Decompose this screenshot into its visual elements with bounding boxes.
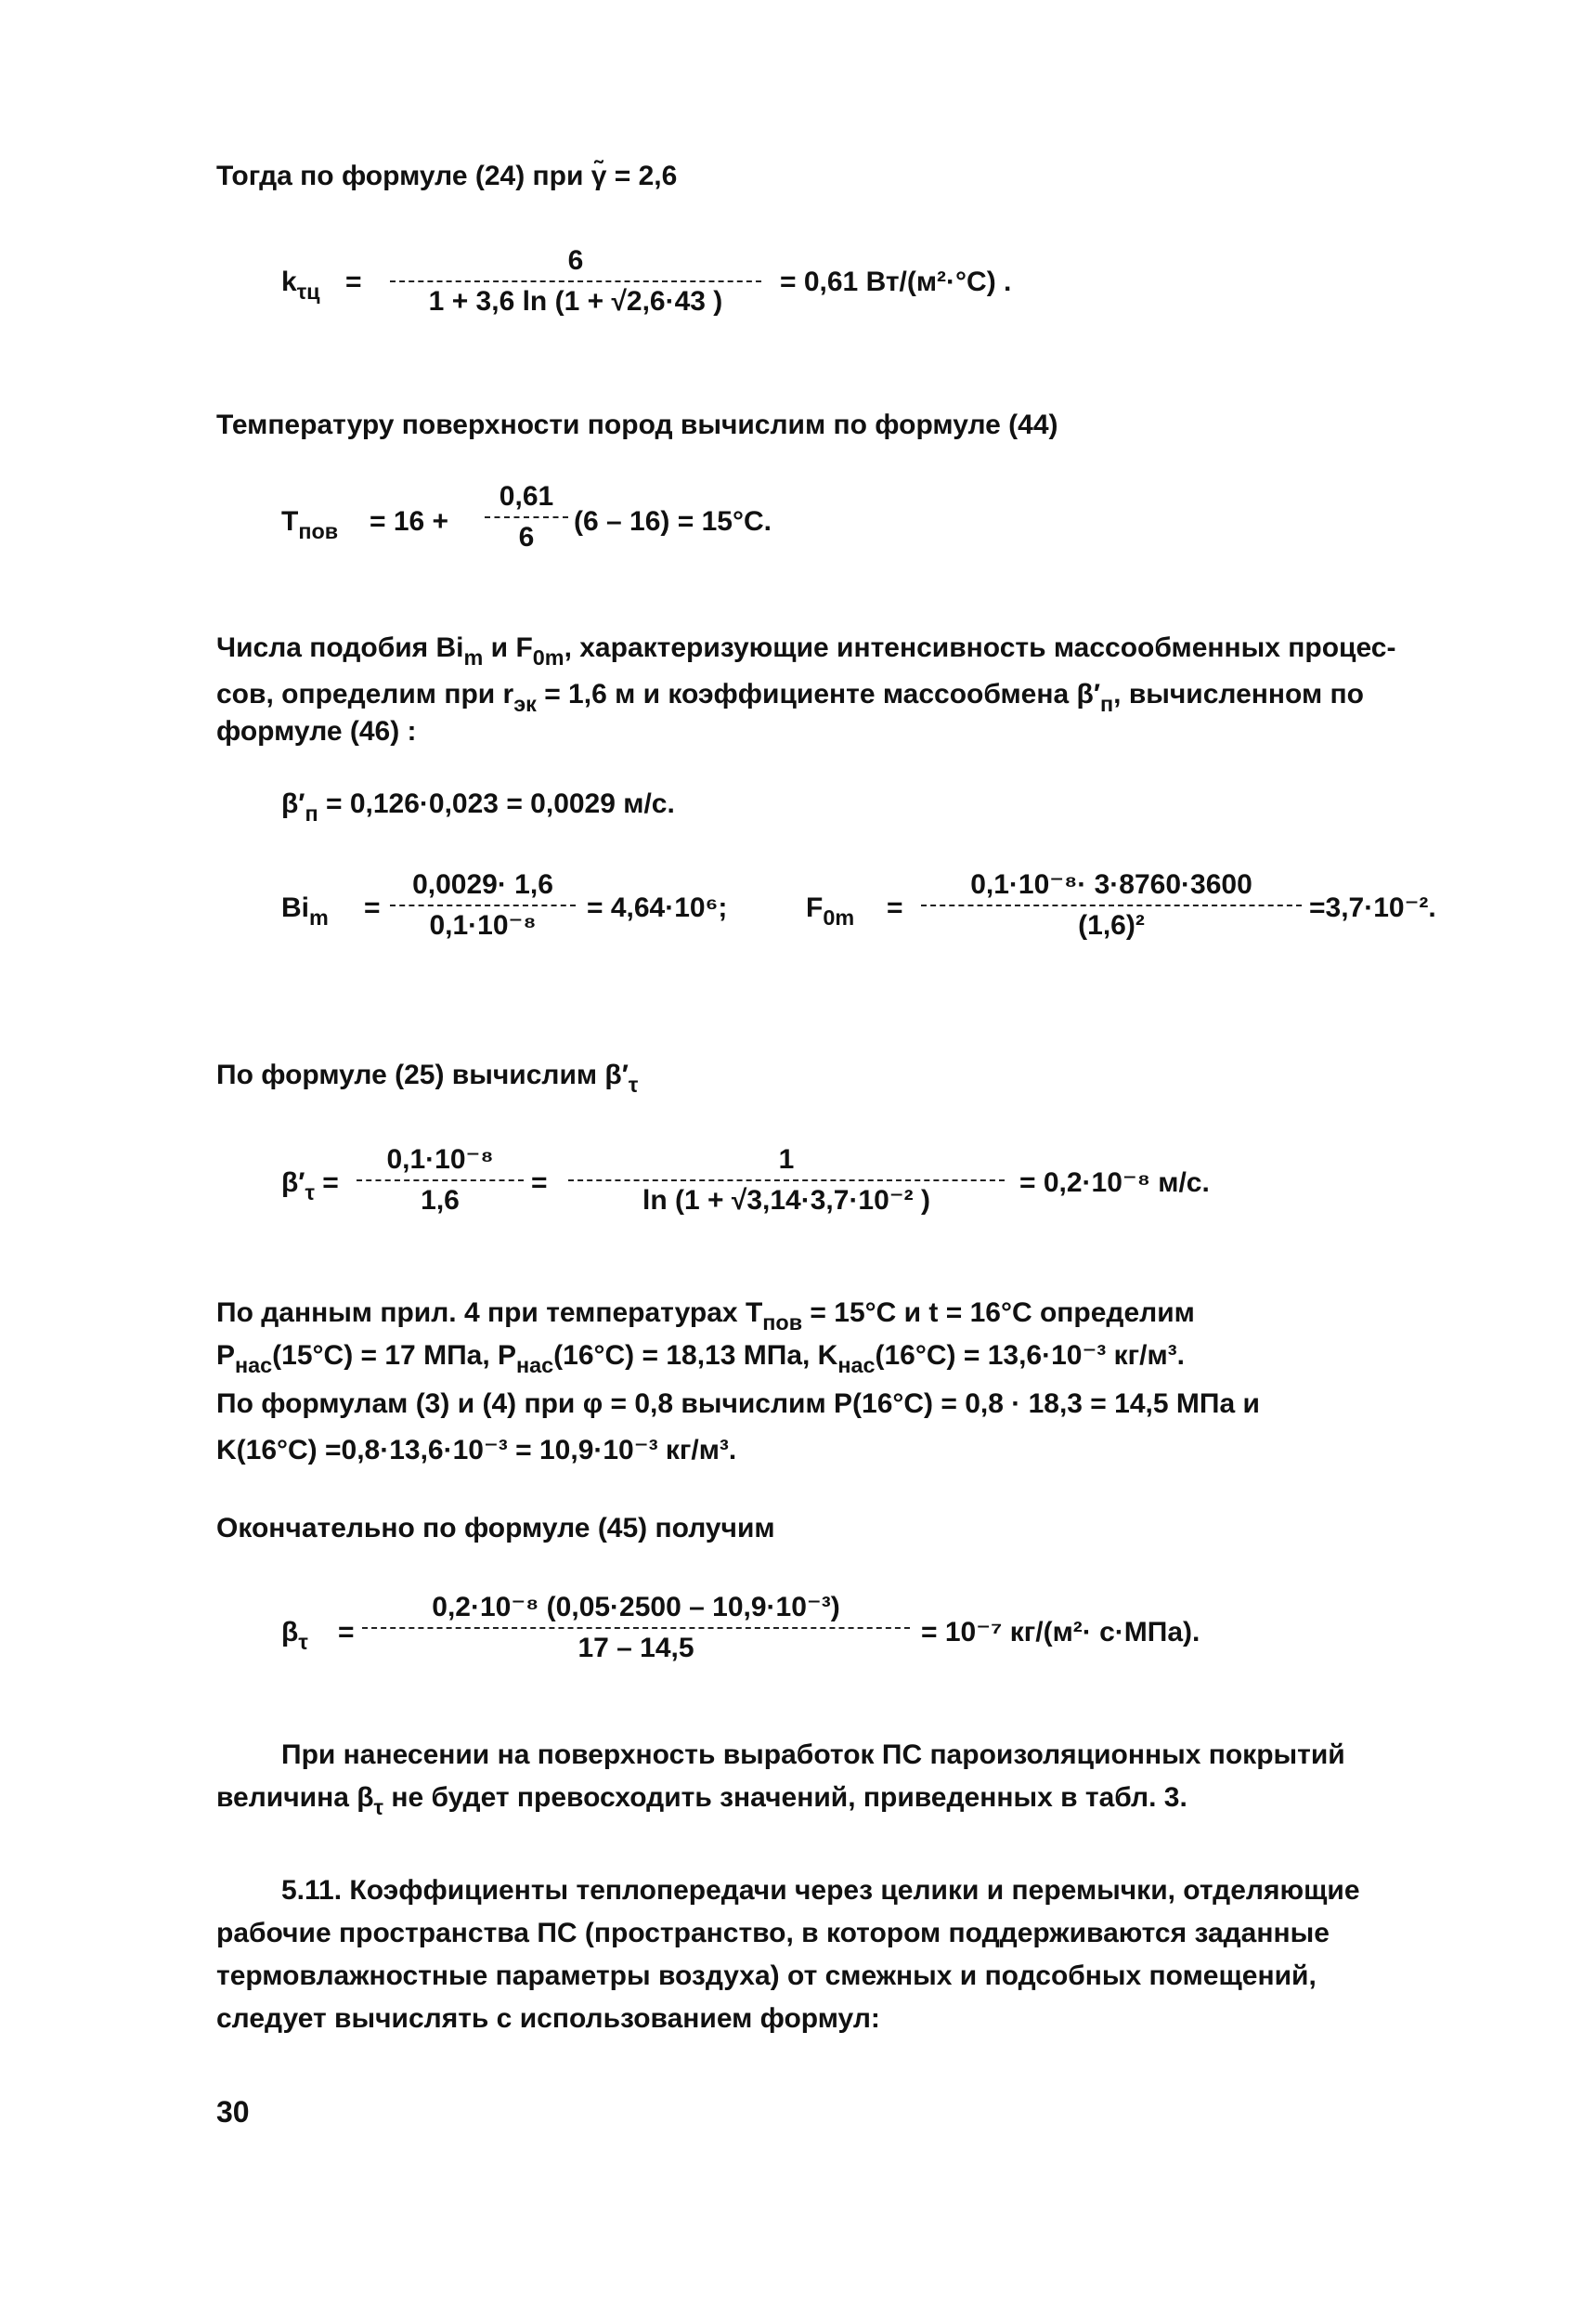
formula-7-fraction	[362, 1590, 910, 1666]
fraction-bar	[390, 280, 761, 282]
formula-6-eq: =	[531, 1167, 548, 1198]
formula-1-lhs: $k_{\tau ц}$	[281, 267, 320, 305]
fraction-bar	[485, 516, 568, 518]
formula-5-eq: =	[887, 892, 903, 923]
formula-4-rhs: = 4,64·10⁶;	[587, 892, 728, 923]
formula-7-rhs: = 10⁻⁷ кг/(м²· с·МПа).	[921, 1617, 1200, 1647]
section-number: 5.11.	[281, 1875, 343, 1906]
text-line-3b: сов, определим при $r_{эк} = 1,6$ м и коэффициенте массообмена $\beta'_п$, вычисленном по	[216, 679, 1364, 717]
formula-7-lhs: $\beta_\tau$	[281, 1617, 308, 1655]
section-5-11-line-3: термовлажностные параметры воздуха) от смежных и подсобных помещений,	[216, 1960, 1317, 1991]
text-line-p4: K(16°С) =0,8·13,6·10⁻³ = 10,9·10⁻³ кг/м³.	[216, 1435, 737, 1465]
text-line-p3: По формулам (3) и (4) при φ = 0,8 вычислим P(16°С) = 0,8 · 18,3 = 14,5 МПа и	[216, 1388, 1260, 1419]
text-line-p2: $P_{нас}(15^\circ С) = 17$ МПа, $P_{нас}(16^\circ С) = 18,13$ МПа, $K_{нас}(16^\circ С) = 13,6\cdot 10^{-3}$ кг/м³.	[216, 1340, 1185, 1378]
formula-2-fraction	[485, 479, 568, 555]
text-line-4: По формуле (25) вычислим $\beta'_\tau$	[216, 1060, 639, 1098]
text-line-p5a: При нанесении на поверхность выработок ПС пароизоляционных покрытий	[281, 1739, 1345, 1770]
formula-4-lhs: $Bi_m$	[281, 892, 329, 931]
formula-6-fraction-1	[357, 1142, 524, 1218]
formula-4-eq: =	[364, 892, 381, 923]
fraction-bar	[921, 905, 1302, 906]
text-line-2: Температуру поверхности пород вычислим по формуле (44)	[216, 410, 1058, 440]
text-line-5: Окончательно по формуле (45) получим	[216, 1513, 775, 1543]
formula-1-fraction	[390, 243, 761, 319]
formula-7-numerator: 0,2·10⁻⁸ (0,05·2500 – 10,9·10⁻³)	[432, 1592, 840, 1622]
section-5-11-line-4: следует вычислять с использованием формул:	[216, 2003, 880, 2034]
formula-2-rhs: (6 – 16) = 15°С.	[574, 506, 772, 537]
formula-6-denominator-2: ln (1 + √3,14·3,7·10⁻² )	[642, 1185, 930, 1216]
fraction-bar	[390, 905, 576, 906]
formula-7-denominator: 17 – 14,5	[577, 1633, 694, 1663]
text-line-3c: формуле (46) :	[216, 716, 417, 747]
fraction-bar	[568, 1179, 1005, 1181]
formula-5-denominator: (1,6)²	[1078, 910, 1145, 941]
formula-5-lhs: $F_{0m}$	[806, 892, 855, 931]
text-line-p1: По данным прил. 4 при температурах $T_{пов} = 15^\circ С$ и t = 16°С определим	[216, 1297, 1195, 1335]
formula-6-denominator-1: 1,6	[421, 1185, 460, 1216]
section-5-11-line-2: рабочие пространства ПС (пространство, в котором поддерживаются заданные	[216, 1918, 1330, 1948]
formula-6-rhs: = 0,2·10⁻⁸ м/с.	[1019, 1167, 1210, 1198]
formula-4-numerator: 0,0029· 1,6	[412, 869, 553, 900]
fraction-bar	[362, 1627, 910, 1629]
formula-2-denominator: 6	[518, 522, 535, 553]
formula-6-numerator-2: 1	[778, 1144, 795, 1175]
fraction-bar	[357, 1179, 524, 1181]
formula-1-eq: =	[345, 267, 362, 297]
formula-3: $\beta'_п = 0,126\cdot 0,023 = 0,0029$ м/с.	[281, 788, 675, 827]
formula-6-lhs: $\beta'_\tau$ =	[281, 1167, 339, 1205]
text-line-p5b: величина $\beta_\tau$ не будет превосходить значений, приведенных в табл. 3.	[216, 1782, 1187, 1820]
formula-6-numerator-1: 0,1·10⁻⁸	[386, 1144, 494, 1175]
formula-1-denominator: 1 + 3,6 ln (1 + √2,6·43 )	[428, 286, 723, 317]
formula-6-fraction-2	[568, 1142, 1005, 1218]
formula-4-denominator: 0,1·10⁻⁸	[429, 910, 537, 941]
section-5-11-line-1: 5.11. Коэффициенты теплопередачи через целики и перемычки, отделяющие	[281, 1875, 1360, 1906]
page-number: 30	[216, 2095, 250, 2129]
formula-4-fraction	[390, 867, 576, 944]
formula-7-eq: =	[338, 1617, 355, 1647]
text-line-3a: Числа подобия $Bi_m$ и $F_{0m}$, характеризующие интенсивность массообменных процес-	[216, 632, 1396, 671]
formula-2-numerator: 0,61	[499, 481, 554, 512]
formula-2-lhs: $T_{пов}$	[281, 506, 339, 544]
formula-1-rhs: = 0,61 Вт/(м²·°С) .	[780, 267, 1012, 297]
text-line-1: Тогда по формуле (24) при γ̃ = 2,6	[216, 161, 678, 191]
formula-1-numerator: 6	[567, 245, 584, 276]
formula-5-rhs: =3,7·10⁻².	[1309, 892, 1436, 923]
formula-5-fraction	[921, 867, 1302, 944]
formula-2-mid: = 16 +	[370, 506, 449, 537]
formula-5-numerator: 0,1·10⁻⁸· 3·8760·3600	[970, 869, 1252, 900]
